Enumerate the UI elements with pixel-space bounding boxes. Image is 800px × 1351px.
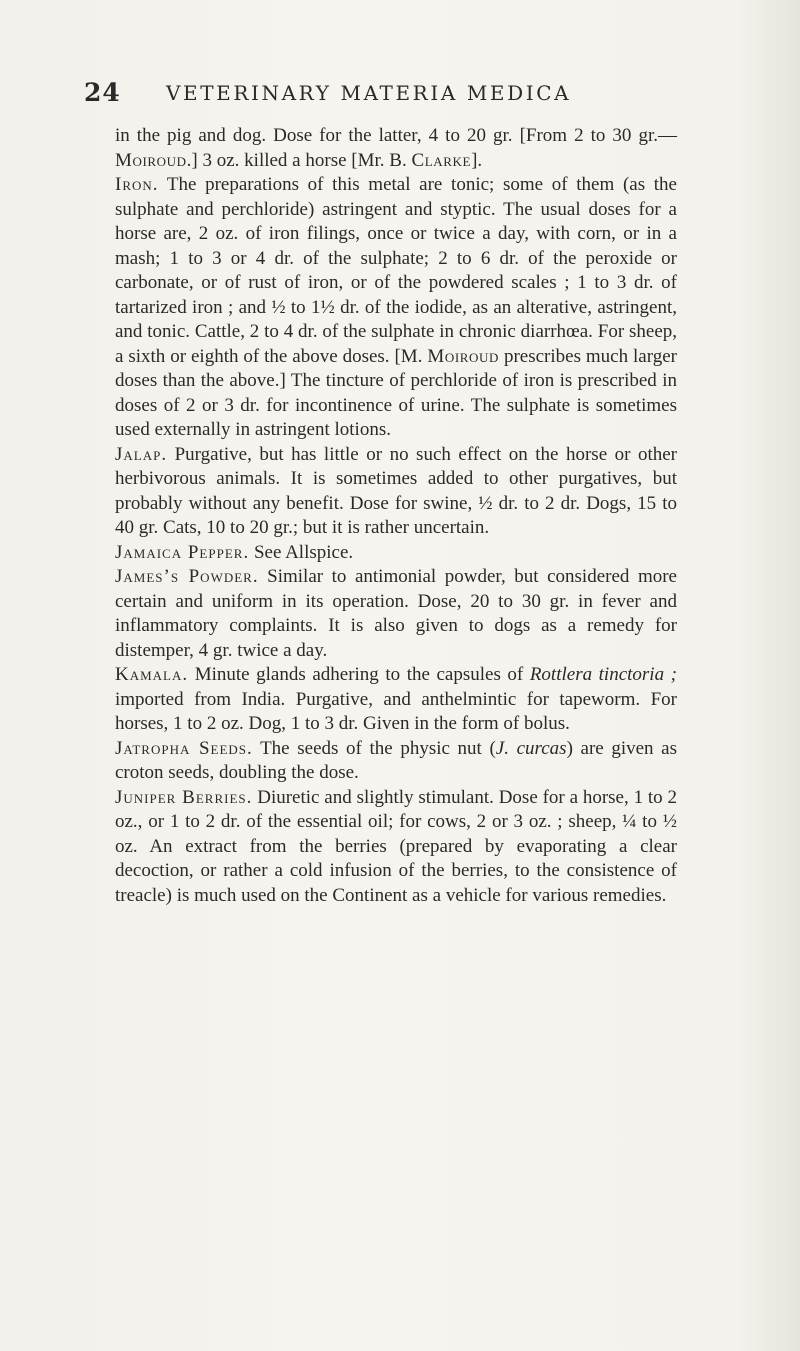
entry-term: James’s Powder.: [115, 566, 259, 587]
entry-text: Minute glands adhering to the capsules of: [188, 664, 530, 685]
body-text: [115, 124, 677, 908]
entry-text: See Allspice.: [249, 541, 354, 563]
entry-text: The preparations of this metal are tonic; some of them (as the sulphate and perchloride) astringent and styptic. The usual doses for a horse are, 2 oz. of iron filings, once or twice a day, with corn, or in a mash; 1 to 3 or 4 dr. of the sulphate; 2 to 6 dr. of the peroxide or carbonate, or of rust of iron, or of the powdered scales ; 1 to 3 dr. of tartarized iron ; and ½ to 1½ dr. of the iodide, as an alterative, astringent, and tonic. Cattle, 2 to 4 dr. of the sulphate in chronic diarrhœa. For sheep, a sixth or eighth of the above doses. [M.: [115, 174, 677, 367]
text-run: .] 3 oz. killed a horse [Mr. B.: [186, 149, 412, 171]
running-head: VETERINARY MATERIA MEDICA: [166, 81, 572, 105]
entry-iron: [115, 173, 677, 443]
entry-text: The seeds of the physic nut (: [252, 737, 496, 759]
page-header: [84, 78, 684, 110]
entry-term: Kamala.: [115, 664, 189, 685]
entry-text: ) are given as croton seeds, doubling the dose.: [115, 737, 678, 783]
text-run: in the pig and dog. Dose for the latter, 4 to 20 gr. [From 2 to 30 gr.—: [115, 125, 677, 146]
page-number: 24: [84, 78, 121, 107]
author-name: Clarke: [411, 149, 472, 171]
entry-term: Jamaica Pepper.: [115, 541, 250, 563]
text-run: ].: [471, 149, 483, 171]
entry-text: Similar to antimonial powder, but considered more certain and uniform in its operation. Dose, 20 to 30 gr. in fever and inflammatory complaints. It is also given to dogs as a remedy for distemper, 4 gr. twice a day.: [115, 566, 677, 661]
entry-jamaica-pepper: [115, 541, 677, 566]
entry-text: imported from India. Purgative, and anthelmintic for tapeworm. For horses, 1 to 2 oz. Dog, 1 to 3 dr. Given in the form of bolus.: [115, 688, 677, 734]
entry-juniper-berries: [115, 786, 677, 909]
entry-james-powder: [115, 565, 677, 663]
entry-term: Jatropha Seeds.: [115, 737, 253, 759]
entry-text: prescribes much larger doses than the above.] The tincture of perchloride of iron is prescribed in doses of 2 or 3 dr. for incontinence of urine. The sulphate is sometimes used externally in astringent lotions.: [115, 345, 677, 440]
author-name: Moiroud: [115, 149, 187, 171]
entry-text: Diuretic and slightly stimulant. Dose for a horse, 1 to 2 oz., or 1 to 2 dr. of the essential oil; for cows, 2 or 3 oz. ; sheep, ¼ to ½ oz. An extract from the berries (prepared by evaporating a clear decoction, or rather a cold infusion of the berries, to the consistence of treacle) is much used on the Continent as a vehicle for various remedies.: [115, 786, 678, 906]
entry-jatropha-seeds: [115, 737, 677, 786]
author-name: Moiroud: [427, 345, 500, 367]
entry-kamala: [115, 663, 677, 737]
entry-term: Juniper Berries.: [115, 786, 253, 808]
entry-term: Jalap.: [115, 443, 168, 465]
species-name: J. curcas: [495, 737, 567, 759]
entry-jalap: [115, 443, 677, 541]
entry-text: Purgative, but has little or no such effect on the horse or other herbivorous animals. It is sometimes added to other purgatives, but probably without any benefit. Dose for swine, ½ dr. to 2 dr. Dogs, 15 to 40 gr. Cats, 10 to 20 gr.; but it is rather uncertain.: [115, 443, 677, 538]
continued-paragraph: [115, 124, 677, 173]
species-name: Rottlera tinctoria ;: [529, 664, 677, 685]
entry-term: Iron.: [115, 174, 159, 195]
